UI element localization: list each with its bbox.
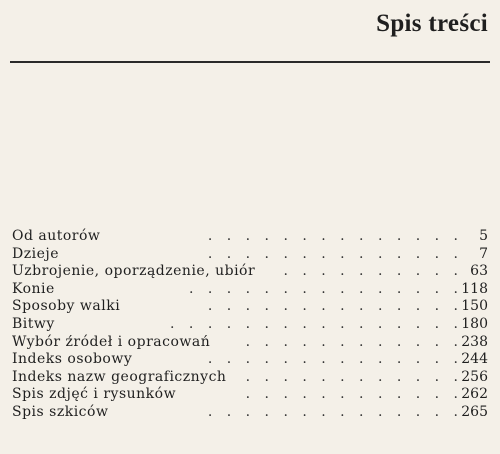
toc-row [12,263,488,281]
table-of-contents [12,228,488,422]
toc-leader-dots: . . . . . . . . . . . . . . . . [170,315,458,332]
toc-row [12,351,488,369]
page-title: Spis treści [376,10,488,37]
toc-page-number: 118 [461,280,488,297]
toc-page-number: 265 [461,403,488,420]
toc-page-number: 7 [479,245,488,262]
toc-row [12,369,488,387]
toc-leader-dots: . . . . . . . . . . . . . . [207,403,458,420]
toc-row [12,228,488,246]
toc-row [12,316,488,334]
toc-entry-label: Wybór źródeł i opracowań [12,333,211,350]
toc-page-number: 256 [461,368,488,385]
toc-entry-label: Spis zdjęć i rysunków [12,386,177,403]
toc-entry-label: Od autorów [12,228,101,244]
toc-leader-dots: . . . . . . . . . . [283,263,458,280]
toc-leader-dots: . . . . . . . . . . . . [245,386,458,403]
toc-row [12,246,488,264]
toc-entry-label: Indeks osobowy [12,351,133,368]
toc-page-number: 150 [461,298,488,315]
toc-row [12,334,488,352]
toc-leader-dots: . . . . . . . . . . . . . . . [188,280,458,297]
toc-page-number: 63 [470,263,488,280]
toc-leader-dots: . . . . . . . . . . . . . . [207,228,458,244]
toc-leader-dots: . . . . . . . . . . . . [245,333,458,350]
toc-entry-label: Dzieje [12,245,59,262]
toc-leader-dots: . . . . . . . . . . . . [245,368,458,385]
toc-entry-label: Bitwy [12,315,55,332]
toc-entry-label: Konie [12,280,55,297]
toc-row [12,404,488,422]
toc-page-number: 180 [461,315,488,332]
toc-page-number: 262 [461,386,488,403]
toc-leader-dots: . . . . . . . . . . . . . . [207,298,458,315]
toc-entry-label: Uzbrojenie, oporządzenie, ubiór [12,263,256,280]
toc-row [12,386,488,404]
toc-row [12,298,488,316]
toc-entry-label: Indeks nazw geograficznych [12,368,227,385]
toc-page-number: 5 [479,228,488,244]
toc-leader-dots: . . . . . . . . . . . . . . [207,351,458,368]
toc-leader-dots: . . . . . . . . . . . . . . [207,245,458,262]
toc-page-number: 238 [461,333,488,350]
toc-entry-label: Sposoby walki [12,298,121,315]
toc-row [12,281,488,299]
toc-entry-label: Spis szkiców [12,403,109,420]
title-divider [10,61,490,63]
toc-page-number: 244 [461,351,488,368]
